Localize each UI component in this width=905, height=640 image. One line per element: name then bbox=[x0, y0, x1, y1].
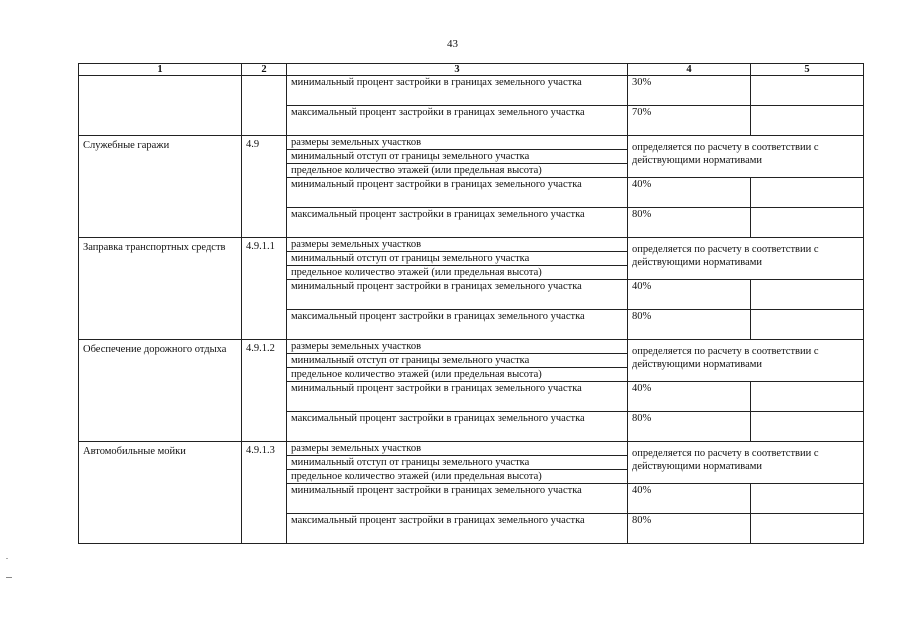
param-cell: предельное количество этажей (или предельная высота) bbox=[287, 266, 628, 280]
param-cell: минимальный отступ от границы земельного участка bbox=[287, 456, 628, 470]
param-cell: размеры земельных участков bbox=[287, 442, 628, 456]
column-header-4: 4 bbox=[628, 64, 751, 76]
param-cell: минимальный отступ от границы земельного участка bbox=[287, 252, 628, 266]
table-row bbox=[79, 136, 864, 150]
value-cell: 40% bbox=[628, 484, 751, 514]
param-cell: минимальный процент застройки в границах земельного участка bbox=[287, 382, 628, 412]
name-cell-empty bbox=[79, 76, 242, 136]
use-type-code: 4.9.1.2 bbox=[242, 340, 287, 442]
empty-cell bbox=[751, 382, 864, 412]
scan-artifact bbox=[6, 558, 8, 559]
empty-cell bbox=[751, 484, 864, 514]
merged-value-cell: определяется по расчету в соответствии с действующими нормативами bbox=[628, 238, 864, 280]
use-type-name: Заправка транспортных средств bbox=[79, 238, 242, 340]
use-type-code: 4.9 bbox=[242, 136, 287, 238]
param-cell: максимальный процент застройки в границах земельного участка bbox=[287, 412, 628, 442]
merged-value-cell: определяется по расчету в соответствии с действующими нормативами bbox=[628, 442, 864, 484]
value-cell: 40% bbox=[628, 178, 751, 208]
page-number: 43 bbox=[447, 38, 458, 50]
empty-cell bbox=[751, 412, 864, 442]
value-cell: 80% bbox=[628, 514, 751, 544]
use-type-code: 4.9.1.1 bbox=[242, 238, 287, 340]
table-row bbox=[79, 76, 864, 106]
param-cell: минимальный процент застройки в границах земельного участка bbox=[287, 178, 628, 208]
empty-cell bbox=[751, 208, 864, 238]
param-cell: размеры земельных участков bbox=[287, 238, 628, 252]
code-cell-empty bbox=[242, 76, 287, 136]
param-cell: максимальный процент застройки в границах земельного участка bbox=[287, 514, 628, 544]
param-cell: минимальный отступ от границы земельного участка bbox=[287, 150, 628, 164]
empty-cell bbox=[751, 310, 864, 340]
param-cell: минимальный процент застройки в границах земельного участка bbox=[287, 484, 628, 514]
param-cell: предельное количество этажей (или предельная высота) bbox=[287, 470, 628, 484]
table-row bbox=[79, 340, 864, 354]
empty-cell bbox=[751, 76, 864, 106]
empty-cell bbox=[751, 514, 864, 544]
column-header-5: 5 bbox=[751, 64, 864, 76]
column-header-2: 2 bbox=[242, 64, 287, 76]
regulations-table bbox=[78, 63, 864, 544]
value-cell: 40% bbox=[628, 280, 751, 310]
param-cell: минимальный процент застройки в границах земельного участка bbox=[287, 76, 628, 106]
use-type-name: Обеспечение дорожного отдыха bbox=[79, 340, 242, 442]
value-cell: 30% bbox=[628, 76, 751, 106]
param-cell: предельное количество этажей (или предельная высота) bbox=[287, 368, 628, 382]
value-cell: 80% bbox=[628, 208, 751, 238]
column-header-1: 1 bbox=[79, 64, 242, 76]
param-cell: предельное количество этажей (или предельная высота) bbox=[287, 164, 628, 178]
scan-artifact bbox=[6, 577, 12, 578]
empty-cell bbox=[751, 280, 864, 310]
value-cell: 80% bbox=[628, 412, 751, 442]
param-cell: максимальный процент застройки в границах земельного участка bbox=[287, 310, 628, 340]
merged-value-cell: определяется по расчету в соответствии с действующими нормативами bbox=[628, 136, 864, 178]
param-cell: размеры земельных участков bbox=[287, 136, 628, 150]
value-cell: 70% bbox=[628, 106, 751, 136]
column-header-3: 3 bbox=[287, 64, 628, 76]
value-cell: 80% bbox=[628, 310, 751, 340]
value-cell: 40% bbox=[628, 382, 751, 412]
empty-cell bbox=[751, 106, 864, 136]
param-cell: максимальный процент застройки в границах земельного участка bbox=[287, 106, 628, 136]
table-row bbox=[79, 442, 864, 456]
param-cell: минимальный отступ от границы земельного участка bbox=[287, 354, 628, 368]
table-row bbox=[79, 238, 864, 252]
param-cell: минимальный процент застройки в границах земельного участка bbox=[287, 280, 628, 310]
use-type-code: 4.9.1.3 bbox=[242, 442, 287, 544]
empty-cell bbox=[751, 178, 864, 208]
merged-value-cell: определяется по расчету в соответствии с действующими нормативами bbox=[628, 340, 864, 382]
param-cell: размеры земельных участков bbox=[287, 340, 628, 354]
header-row bbox=[79, 64, 864, 76]
use-type-name: Автомобильные мойки bbox=[79, 442, 242, 544]
param-cell: максимальный процент застройки в границах земельного участка bbox=[287, 208, 628, 238]
use-type-name: Служебные гаражи bbox=[79, 136, 242, 238]
